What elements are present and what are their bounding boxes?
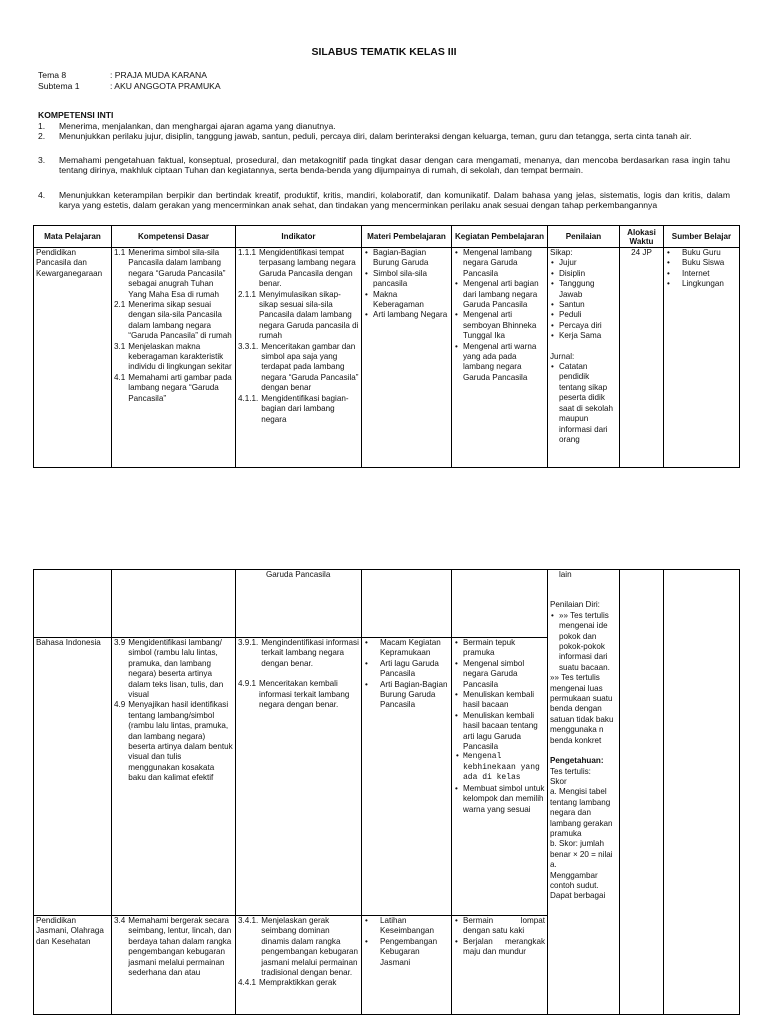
tema-label: Tema 8 [38,70,67,80]
sikap-item: • Jujur [550,258,617,268]
pengetahuan-line: Dapat berbagai [550,891,606,901]
penilaian-cell [548,248,620,468]
ki-text: Menerima, menjalankan, dan menghargai ajaran agama yang dianutnya. [59,121,336,131]
sumber-cell [664,570,740,1015]
materi-item: • Makna Keberagaman [364,290,449,311]
tema-row [38,70,66,81]
sikap-item: • Tanggung Jawab [550,279,617,300]
tema-value: : PRAJA MUDA KARANA [110,70,207,80]
pengetahuan-line: Menggambar contoh sudut. [550,870,599,890]
indikator-entry: 4.9.1 Menceritakan kembali informasi terkait lambang negara dengan benar. [238,679,350,710]
kd-cell [112,570,236,638]
pengetahuan-line: a. Mengisi tabel tentang lambang negara dan lambang gerakan pramuka [550,787,613,838]
header-kegiatan: Kegiatan Pembelajaran [452,226,548,248]
kegiatan-item: • Mengenal arti warna yang ada pada lambang negara Garuda Pancasila [454,342,545,384]
kd-entry: 2.1 Menerima sikap sesuai dengan sila-sila Pancasila dalam lambang negara “Garuda Pancasila” di rumah [114,300,232,341]
ki-text: Memahami pengetahuan faktual, konseptual, prosedural, dan metakognitif pada tingkat dasar dengan cara mengamati, menanya, dan mencoba berdasarkan rasa ingin tahu tentang dirinya, makhluk ciptaan Tuhan dan kegiatannya, serta benda-benda yang dijumpainya di rumah, di sekolah, dan tempat bermain. [59,155,730,175]
kegiatan-item: • Mengenal arti semboyan Bhinneka Tunggal Ika [454,310,545,341]
penilaian-diri-label: Penilaian Diri: [550,600,600,610]
penilaian-diri-item: • »» Tes tertulis mengenai ide pokok dan pokok-pokok informasi dari suatu bacaan. [550,611,617,673]
kd-entry: 1.1 Menerima simbol sila-sila Pancasila dalam lambang negara “Garuda Pancasila” sebagai anugrah Tuhan Yang Maha Esa di rumah [114,248,226,299]
jurnal-label: Jurnal: [550,351,575,361]
header-kompetensi-dasar: Kompetensi Dasar [112,226,236,248]
sumber-item: • Lingkungan [666,279,737,289]
materi-cell [362,916,452,1015]
kd-entry: 4.9 Menyajikan hasil identifikasi tentang lambang/simbol (rambu lalu lintas, pramuka, dan lambang negara) beserta artinya dalam bentuk visual dan tulis menggunakan kosakata baku dan kalimat efektif [114,700,233,783]
sikap-item: • Disiplin [550,269,617,279]
kegiatan-cell [452,638,548,916]
ki-number: 1. [38,121,46,131]
kompetensi-inti-heading: KOMPETENSI INTI [38,110,114,120]
pengetahuan-line: Skor [550,776,567,786]
ki-number: 3. [38,155,46,165]
penilaian-continuation: lain [559,570,572,579]
header-penilaian: Penilaian [548,226,620,248]
pengetahuan-line: Tes tertulis: [550,766,591,776]
materi-item: • Arti lagu Garuda Pancasila [364,659,449,680]
ki-item-2 [38,131,730,141]
penilaian-cell [548,570,620,1015]
materi-item: • Arti Bagian-Bagian Burung Garuda Pancasila [364,680,449,711]
kegiatan-item: • Berjalan merangkak maju dan mundur [454,937,545,958]
indikator-cell: Garuda Pancasila [236,570,362,638]
indikator-cell [236,248,362,468]
materi-item: • Arti lambang Negara [364,310,449,320]
kegiatan-item: • Bermain tepuk pramuka [454,638,545,659]
indikator-entry: 1.1.1 Mengidentifikasi tempat terpasang lambang negara Garuda Pancasila dengan benar. [238,248,356,289]
ki-item-4 [38,190,730,210]
sikap-item: • Santun [550,300,617,310]
subtema-label: Subtema 1 [38,81,80,91]
silabus-table-page-2 [33,569,740,1015]
kegiatan-item: • Menuliskan kembali hasil bacaan tentang arti lagu Garuda Pancasila [454,711,545,753]
alokasi-cell [620,570,664,1015]
kegiatan-cell [452,916,548,1015]
kd-cell [112,638,236,916]
indikator-entry: 2.1.1 Menyimulasikan sikap-sikap sesuai sila-sila Pancasila dalam lambang negara Garuda pancasila di rumah [238,289,359,341]
materi-cell [362,248,452,468]
materi-item: • Macam Kegiatan Kepramukaan [364,638,449,659]
ki-number: 2. [38,131,46,141]
materi-item: • Simbol sila-sila pancasila [364,269,449,290]
ki-item-3 [38,155,730,175]
table-header-row [34,226,740,248]
ki-text: Menunjukkan perilaku jujur, disiplin, tanggung jawab, santun, peduli, percaya diri, dalam berinteraksi dengan keluarga, teman, guru dan tetangga, serta cinta tanah air. [59,131,692,141]
pengetahuan-line: b. Skor: jumlah benar × 20 = nilai [550,839,613,859]
sumber-item: • Internet [666,269,737,279]
mapel-cell [34,570,112,638]
table-row [34,248,740,468]
header-sumber-belajar: Sumber Belajar [664,226,740,248]
kd-entry: 3.1 Menjelaskan makna keberagaman karakteristik individu di lingkungan sekitar [114,341,232,372]
mapel-cell: Bahasa Indonesia [34,638,112,916]
kd-entry: 4.1 Memahami arti gambar pada lambang negara “Garuda Pancasila” [114,372,232,403]
kegiatan-item: • Menuliskan kembali hasil bacaan [454,690,545,711]
sikap-label: Sikap: [550,248,573,257]
penilaian-diri-item: »» Tes tertulis mengenai luas permukaan suatu benda dengan satuan tidak baku menggunaka n benda konkret [550,673,614,745]
sumber-cell [664,248,740,468]
materi-item: • Pengembangan Kebugaran Jasmani [364,937,449,968]
document-title: SILABUS TEMATIK KELAS III [311,46,457,58]
kegiatan-item: • Mengenal kebhinekaan yang ada di kelas [454,752,545,783]
sikap-item: • Peduli [550,310,617,320]
materi-cell [362,570,452,638]
ki-text: Menunjukkan keterampilan berpikir dan bertindak kreatif, produktif, kritis, mandiri, kolaboratif, dan komunikatif. Dalam bahasa yang jelas, sistematis, logis dan kritis, dalam karya yang estetis, dalam gerakan yang mencerminkan anak sehat, dan tindakan yang mencerminkan perilaku anak sesuai dengan tahap perkembangannya [59,190,730,210]
pengetahuan-label: Pengetahuan: [550,756,604,766]
jurnal-item: • Catatan pendidik tentang sikap peserta didik saat di sekolah maupun informasi dari orang [550,362,617,445]
kegiatan-item: • Mengenal lambang negara Garuda Pancasila [454,248,545,279]
indikator-cell [236,638,362,916]
alokasi-cell: 24 JP [620,248,664,468]
materi-cell [362,638,452,916]
indikator-cell [236,916,362,1015]
kegiatan-cell [452,570,548,638]
ki-number: 4. [38,190,46,200]
sumber-item: • Buku Guru [666,248,737,258]
indikator-entry: 3.3.1. Menceritakan gambar dan simbol apa saja yang terdapat pada lambang negara “Garuda Pancasila” dengan benar [238,341,359,393]
kegiatan-item: • Bermain lompat dengan satu kaki [454,916,545,937]
mapel-cell: Pendidikan Jasmani, Olahraga dan Kesehatan [34,916,112,1015]
sikap-item: • Percaya diri [550,321,617,331]
indikator-entry: 4.1.1. Mengidentifikasi bagian-bagian dari lambang negara [238,393,349,424]
header-indikator: Indikator [236,226,362,248]
kd-entry: 3.9 Mengidentifikasi lambang/ simbol (rambu lalu lintas, pramuka, dan lambang negara) beserta artinya dalam teks lisan, tulis, dan visual [114,638,224,700]
subtema-value: : AKU ANGGOTA PRAMUKA [110,81,221,91]
kegiatan-item: • Mengenal arti bagian dari lambang negara Garuda Pancasila [454,279,545,310]
indikator-entry: 3.4.1. Menjelaskan gerak seimbang dominan dinamis dalam rangka pengembangan kebugaran jasmani melalui permainan tradisional dengan benar. [238,916,359,978]
kd-cell [112,916,236,1015]
sumber-item: • Buku Siswa [666,258,737,268]
kegiatan-cell [452,248,548,468]
mapel-cell: Pendidikan Pancasila dan Kewarganegaraan [34,248,112,468]
silabus-table-page-1 [33,225,740,468]
pengetahuan-line: a. [550,860,557,870]
kd-cell [112,248,236,468]
kegiatan-item: • Mengenal simbol negara Garuda Pancasila [454,659,545,690]
materi-item: • Latihan Keseimbangan [364,916,449,937]
materi-item: • Bagian-Bagian Burung Garuda [364,248,449,269]
kegiatan-item: • Membuat simbol untuk kelompok dan memilih warna yang sesuai [454,784,545,815]
indikator-entry: 3.9.1. Mengindentifikasi informasi terkait lambang negara dengan benar. [238,638,359,668]
header-mata-pelajaran: Mata Pelajaran [34,226,112,248]
header-alokasi-waktu: Alokasi Waktu [620,226,664,248]
sikap-item: • Kerja Sama [550,331,617,341]
table-row [34,570,740,638]
header-materi: Materi Pembelajaran [362,226,452,248]
indikator-entry: 4.4.1 Mempraktikkan gerak [238,978,337,988]
ki-item-1 [38,121,730,131]
kd-entry: 3.4 Memahami bergerak secara seimbang, lentur, lincah, dan berdaya tahan dalam rangka pengembangan kebugaran jasmani melalui permainan sederhana dan atau [114,916,232,978]
